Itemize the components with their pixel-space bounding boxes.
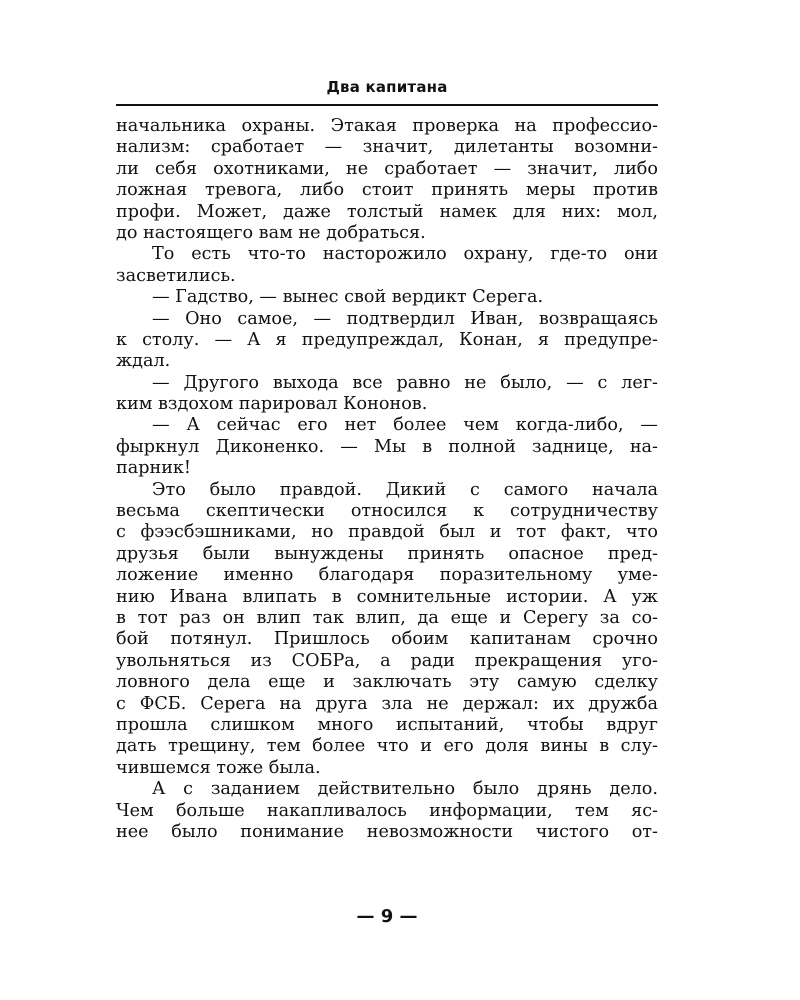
text-line: нию Ивана влипать в сомнительные истории. А уж: [116, 586, 658, 607]
text-line: с фээсбэшниками, но правдой был и тот факт, что: [116, 522, 658, 543]
text-line: засветились.: [116, 265, 236, 286]
text-line: ловного дела еще и заключать эту самую сделку: [116, 672, 658, 693]
page-number: — 9 —: [356, 906, 418, 927]
text-line: ли себя охотниками, не сработает — значит, либо: [116, 158, 658, 179]
text-line: нализм: сработает — значит, дилетанты возомни-: [116, 137, 658, 158]
text-line: Чем больше накапливалось информации, тем яс-: [116, 800, 658, 821]
text-line: — Другого выхода все равно не было, — с лег-: [152, 372, 658, 393]
page-body: [116, 116, 658, 843]
text-line: А с заданием действительно было дрянь дело.: [152, 779, 658, 800]
text-line: профи. Может, даже толстый намек для них: мол,: [116, 201, 658, 222]
text-line: ложная тревога, либо стоит принять меры против: [116, 180, 658, 201]
text-line: Это было правдой. Дикий с самого начала: [152, 479, 658, 500]
text-line: ложение именно благодаря поразительному уме-: [116, 565, 658, 586]
text-line: увольняться из СОБРа, а ради прекращения уго-: [116, 650, 658, 671]
running-head-title: Два капитана: [326, 78, 448, 96]
text-line: То есть что-то насторожило охрану, где-то они: [152, 244, 658, 265]
text-line: — Оно самое, — подтвердил Иван, возвращаясь: [152, 308, 658, 329]
text-line: чившемся тоже была.: [116, 757, 321, 778]
text-line: — А сейчас его нет более чем когда-либо, —: [152, 415, 658, 436]
text-line: парник!: [116, 458, 191, 479]
text-line: в тот раз он влип так влип, да еще и Серегу за со-: [116, 607, 658, 628]
text-line: прошла слишком много испытаний, чтобы вдруг: [116, 714, 658, 735]
text-line: фыркнул Диконенко. — Мы в полной заднице, на-: [116, 436, 658, 457]
text-line: друзья были вынуждены принять опасное пред-: [116, 543, 658, 564]
text-line: до настоящего вам не добраться.: [116, 222, 426, 243]
text-line: к столу. — А я предупреждал, Конан, я предупре-: [116, 329, 658, 350]
header-rule: [116, 104, 658, 106]
text-line: весьма скептически относился к сотрудничеству: [116, 501, 658, 522]
text-line: нее было понимание невозможности чистого от-: [116, 821, 658, 842]
text-line: дать трещину, тем более что и его доля вины в слу-: [116, 736, 658, 757]
text-line: с ФСБ. Серега на друга зла не держал: их дружба: [116, 693, 658, 714]
text-line: ким вздохом парировал Кононов.: [116, 394, 428, 415]
text-line: начальника охраны. Этакая проверка на профессио-: [116, 116, 658, 136]
text-line: ждал.: [116, 351, 171, 372]
text-line: бой потянул. Пришлось обоим капитанам срочно: [116, 629, 658, 650]
text-line: — Гадство, — вынес свой вердикт Серега.: [152, 287, 544, 308]
